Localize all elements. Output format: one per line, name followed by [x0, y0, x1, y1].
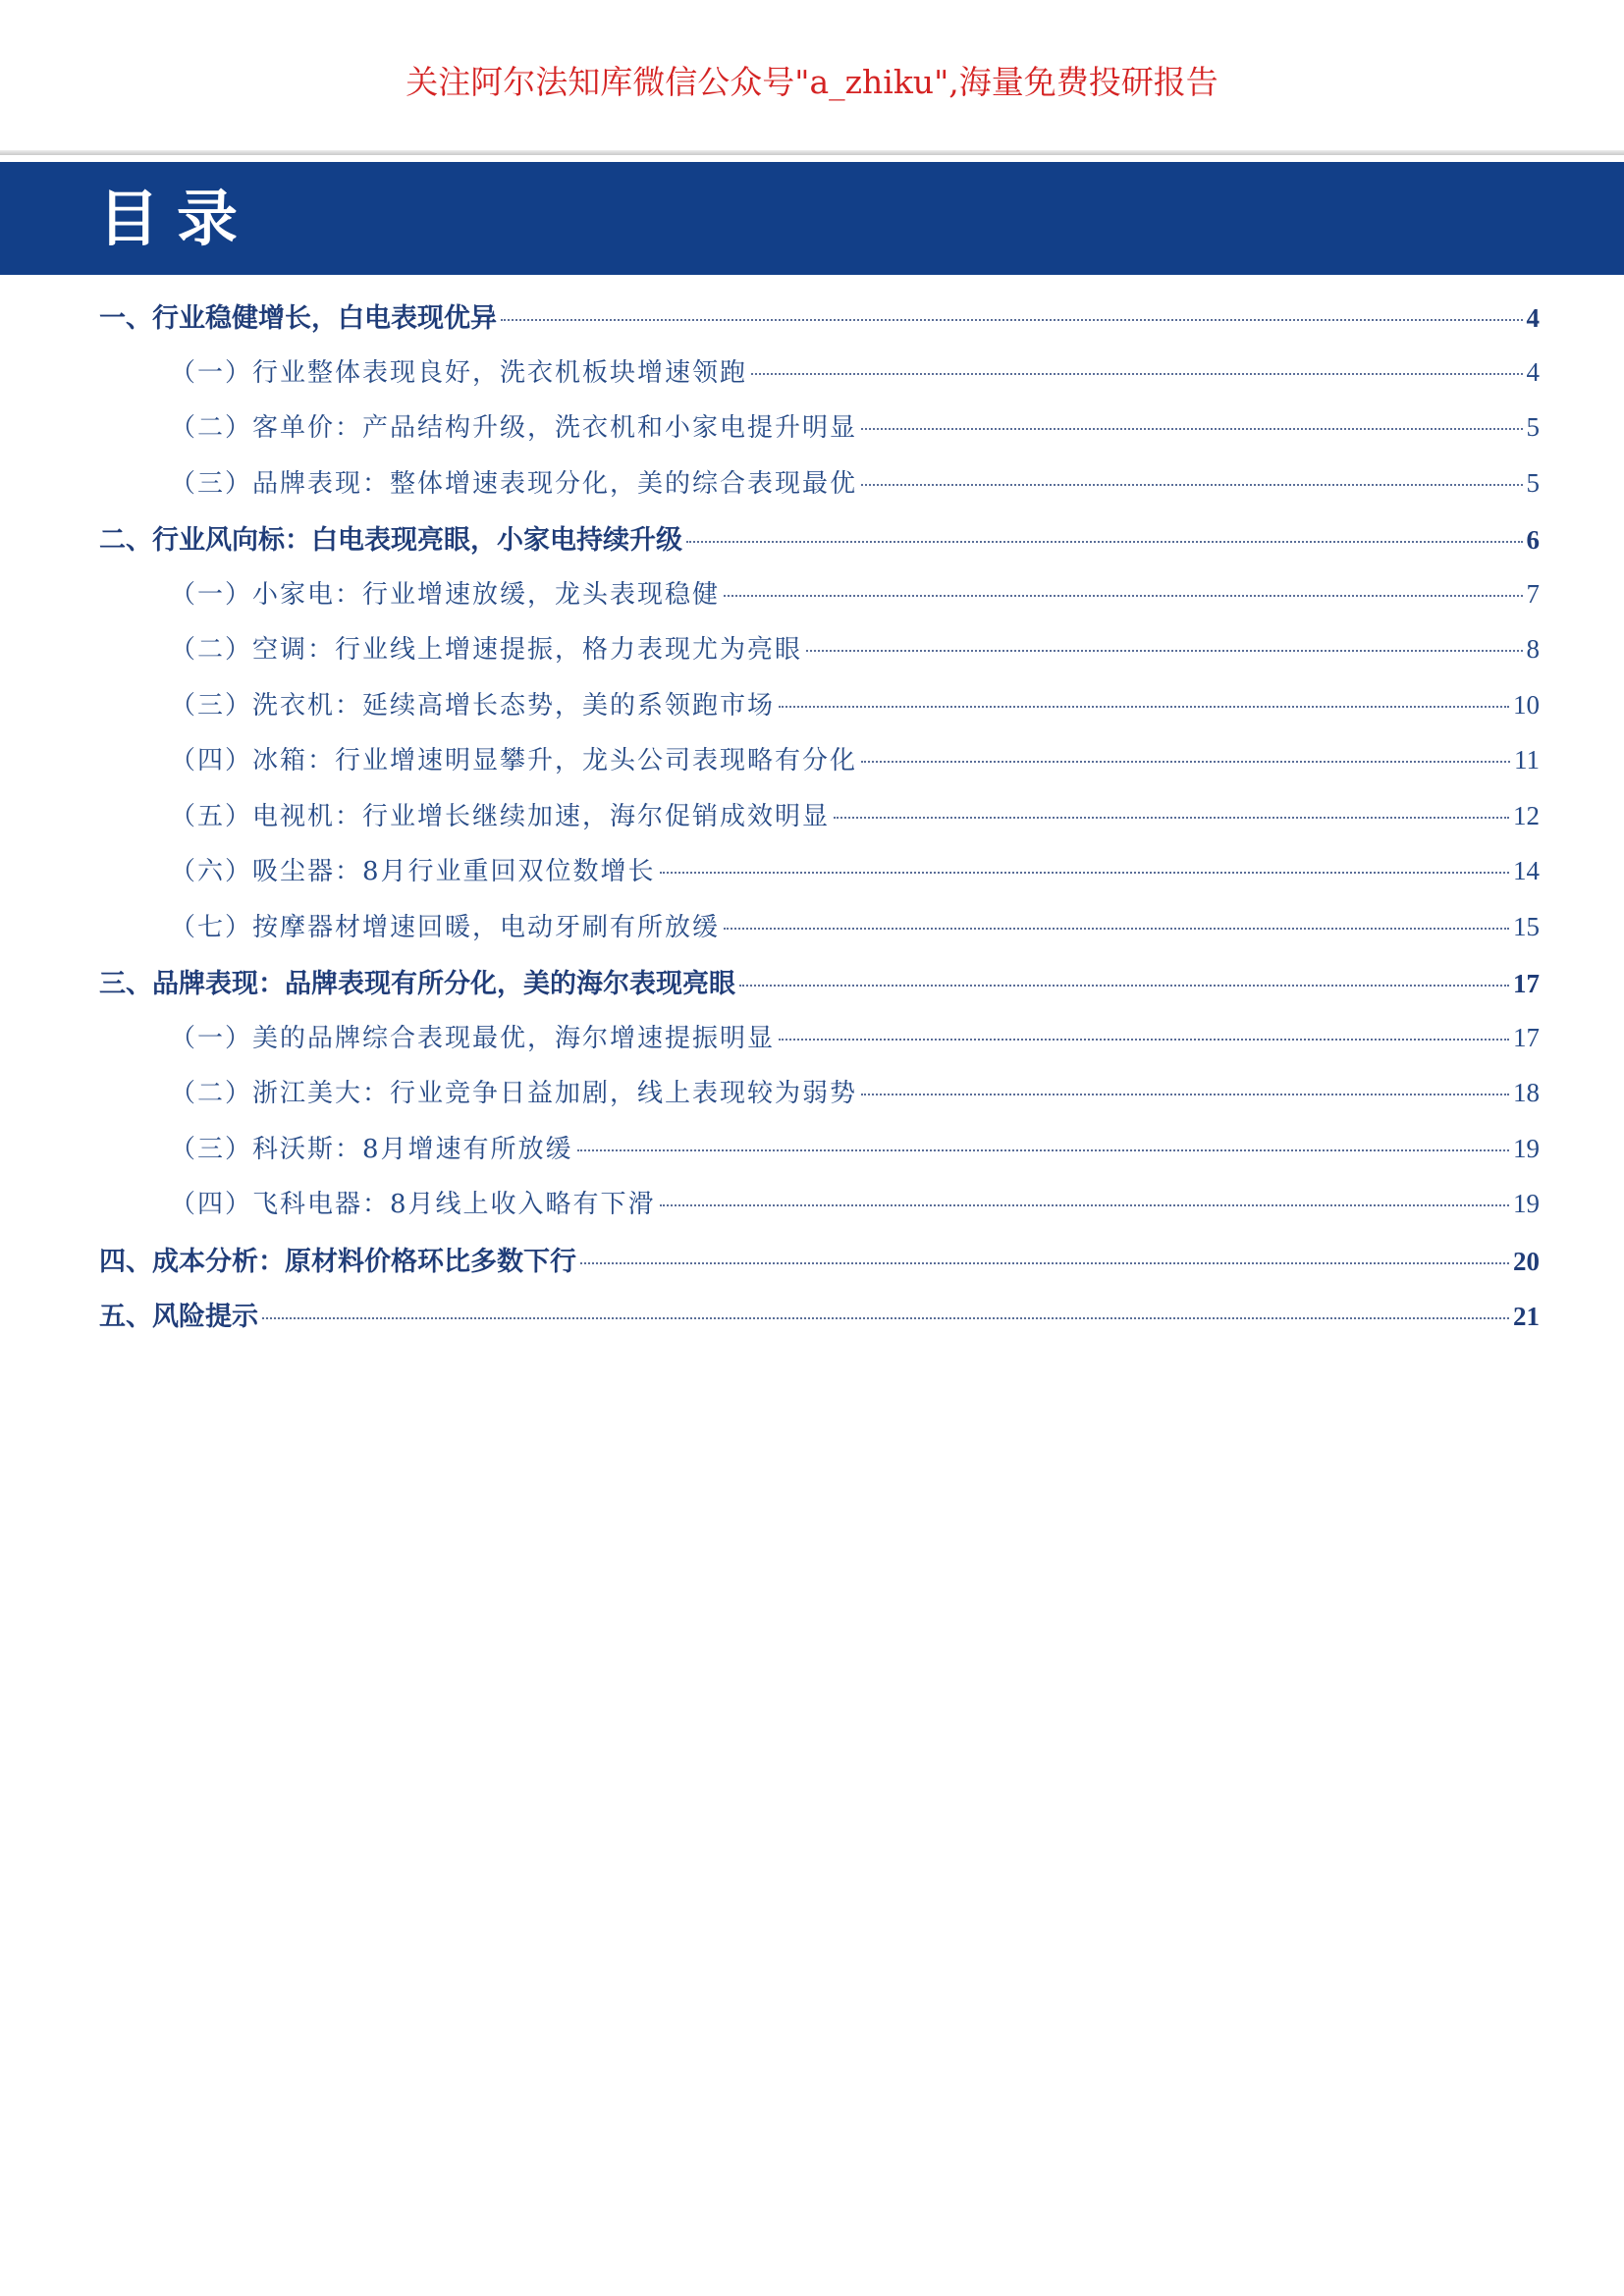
toc-subsection-entry[interactable] [99, 629, 1540, 685]
header-divider [0, 150, 1624, 155]
toc-entry-label: （四）冰箱：行业增速明显攀升，龙头公司表现略有分化 [170, 746, 858, 775]
toc-dot-leader [861, 428, 1522, 430]
toc-subsection-entry[interactable] [99, 685, 1540, 741]
toc-section-entry[interactable] [99, 518, 1540, 574]
toc-dot-leader [739, 985, 1509, 987]
toc-entry-label: 二、行业风向标：白电表现亮眼，小家电持续升级 [99, 525, 682, 556]
watermark-banner: 关注阿尔法知库微信公众号"a_zhiku",海量免费投研报告 [406, 63, 1218, 101]
toc-dot-leader [861, 761, 1510, 763]
toc-dot-leader [580, 1262, 1509, 1264]
toc-entry-label: （三）科沃斯：8月增速有所放缓 [170, 1134, 573, 1164]
toc-entry-label: （一）小家电：行业增速放缓，龙头表现稳健 [170, 579, 721, 610]
toc-entry-label: （二）浙江美大：行业竞争日益加剧，线上表现较为弱势 [170, 1079, 858, 1108]
toc-dot-leader [577, 1149, 1509, 1151]
toc-subsection-entry[interactable] [99, 352, 1540, 408]
toc-dot-leader [686, 541, 1523, 543]
toc-page-number: 4 [1526, 356, 1540, 387]
toc-page-number: 14 [1513, 856, 1540, 885]
toc-entry-label: （七）按摩器材增速回暖，电动牙刷有所放缓 [170, 912, 721, 942]
toc-page-number: 12 [1513, 800, 1540, 830]
toc-entry-label: （一）美的品牌综合表现最优，海尔增速提振明显 [170, 1023, 776, 1053]
toc-entry-label: （二）空调：行业线上增速提振，格力表现尤为亮眼 [170, 635, 803, 665]
toc-entry-label: （四）飞科电器：8月线上收入略有下滑 [170, 1190, 656, 1219]
toc-page-number: 19 [1513, 1189, 1540, 1218]
toc-dot-leader [861, 1094, 1509, 1095]
toc-page-number: 8 [1526, 634, 1540, 664]
toc-subsection-entry[interactable] [99, 796, 1540, 852]
toc-dot-leader [724, 928, 1509, 930]
toc-dot-leader [660, 872, 1509, 874]
toc-dot-leader [834, 817, 1509, 819]
toc-dot-leader [751, 373, 1522, 375]
toc-section-entry[interactable] [99, 962, 1540, 1018]
toc-page-number: 20 [1513, 1246, 1540, 1276]
page-title: 目录 [98, 183, 256, 254]
toc-dot-leader [660, 1204, 1509, 1206]
toc-subsection-entry[interactable] [99, 1018, 1540, 1074]
title-band [0, 162, 1624, 275]
toc-page-number: 4 [1526, 303, 1540, 333]
toc-page-number: 19 [1513, 1133, 1540, 1163]
toc-section-entry[interactable] [99, 296, 1540, 352]
toc-subsection-entry[interactable] [99, 740, 1540, 796]
toc-subsection-entry[interactable] [99, 1073, 1540, 1129]
toc-page-number: 17 [1513, 969, 1540, 998]
toc-page-number: 15 [1513, 911, 1540, 941]
toc-entry-label: （二）客单价：产品结构升级，洗衣机和小家电提升明显 [170, 413, 858, 443]
toc-page-number: 6 [1526, 525, 1540, 555]
toc-subsection-entry[interactable] [99, 1129, 1540, 1185]
toc-subsection-entry[interactable] [99, 574, 1540, 630]
toc-page-number: 10 [1513, 689, 1540, 720]
toc-section-entry[interactable] [99, 1240, 1540, 1296]
toc-entry-label: 三、品牌表现：品牌表现有所分化，美的海尔表现亮眼 [99, 969, 735, 999]
toc-subsection-entry[interactable] [99, 407, 1540, 463]
toc-entry-label: （六）吸尘器：8月行业重回双位数增长 [170, 857, 656, 886]
toc-dot-leader [861, 484, 1522, 486]
toc-entry-label: （五）电视机：行业增长继续加速，海尔促销成效明显 [170, 801, 831, 831]
toc-dot-leader [501, 319, 1523, 321]
toc-page-number: 5 [1526, 412, 1540, 442]
toc-dot-leader [779, 1039, 1509, 1041]
toc-entry-label: 四、成本分析：原材料价格环比多数下行 [99, 1246, 576, 1277]
toc-page-number: 11 [1514, 745, 1540, 774]
toc-subsection-entry[interactable] [99, 851, 1540, 907]
toc-entry-label: 五、风险提示 [99, 1302, 258, 1332]
toc-dot-leader [724, 595, 1522, 597]
toc-entry-label: （一）行业整体表现良好，洗衣机板块增速领跑 [170, 357, 748, 388]
toc-dot-leader [779, 706, 1509, 708]
toc-dot-leader [806, 650, 1522, 652]
toc-entry-label: 一、行业稳健增长，白电表现优异 [99, 303, 497, 334]
toc-subsection-entry[interactable] [99, 1184, 1540, 1240]
toc-subsection-entry[interactable] [99, 463, 1540, 519]
table-of-contents [99, 296, 1540, 1351]
toc-page-number: 17 [1513, 1022, 1540, 1052]
toc-page-number: 5 [1526, 467, 1540, 498]
toc-page-number: 21 [1513, 1302, 1540, 1331]
toc-entry-label: （三）洗衣机：延续高增长态势，美的系领跑市场 [170, 690, 776, 721]
toc-section-entry[interactable] [99, 1295, 1540, 1351]
toc-page-number: 18 [1513, 1078, 1540, 1107]
toc-page-number: 7 [1526, 578, 1540, 609]
toc-entry-label: （三）品牌表现：整体增速表现分化，美的综合表现最优 [170, 468, 858, 499]
toc-subsection-entry[interactable] [99, 907, 1540, 963]
toc-dot-leader [262, 1317, 1509, 1319]
